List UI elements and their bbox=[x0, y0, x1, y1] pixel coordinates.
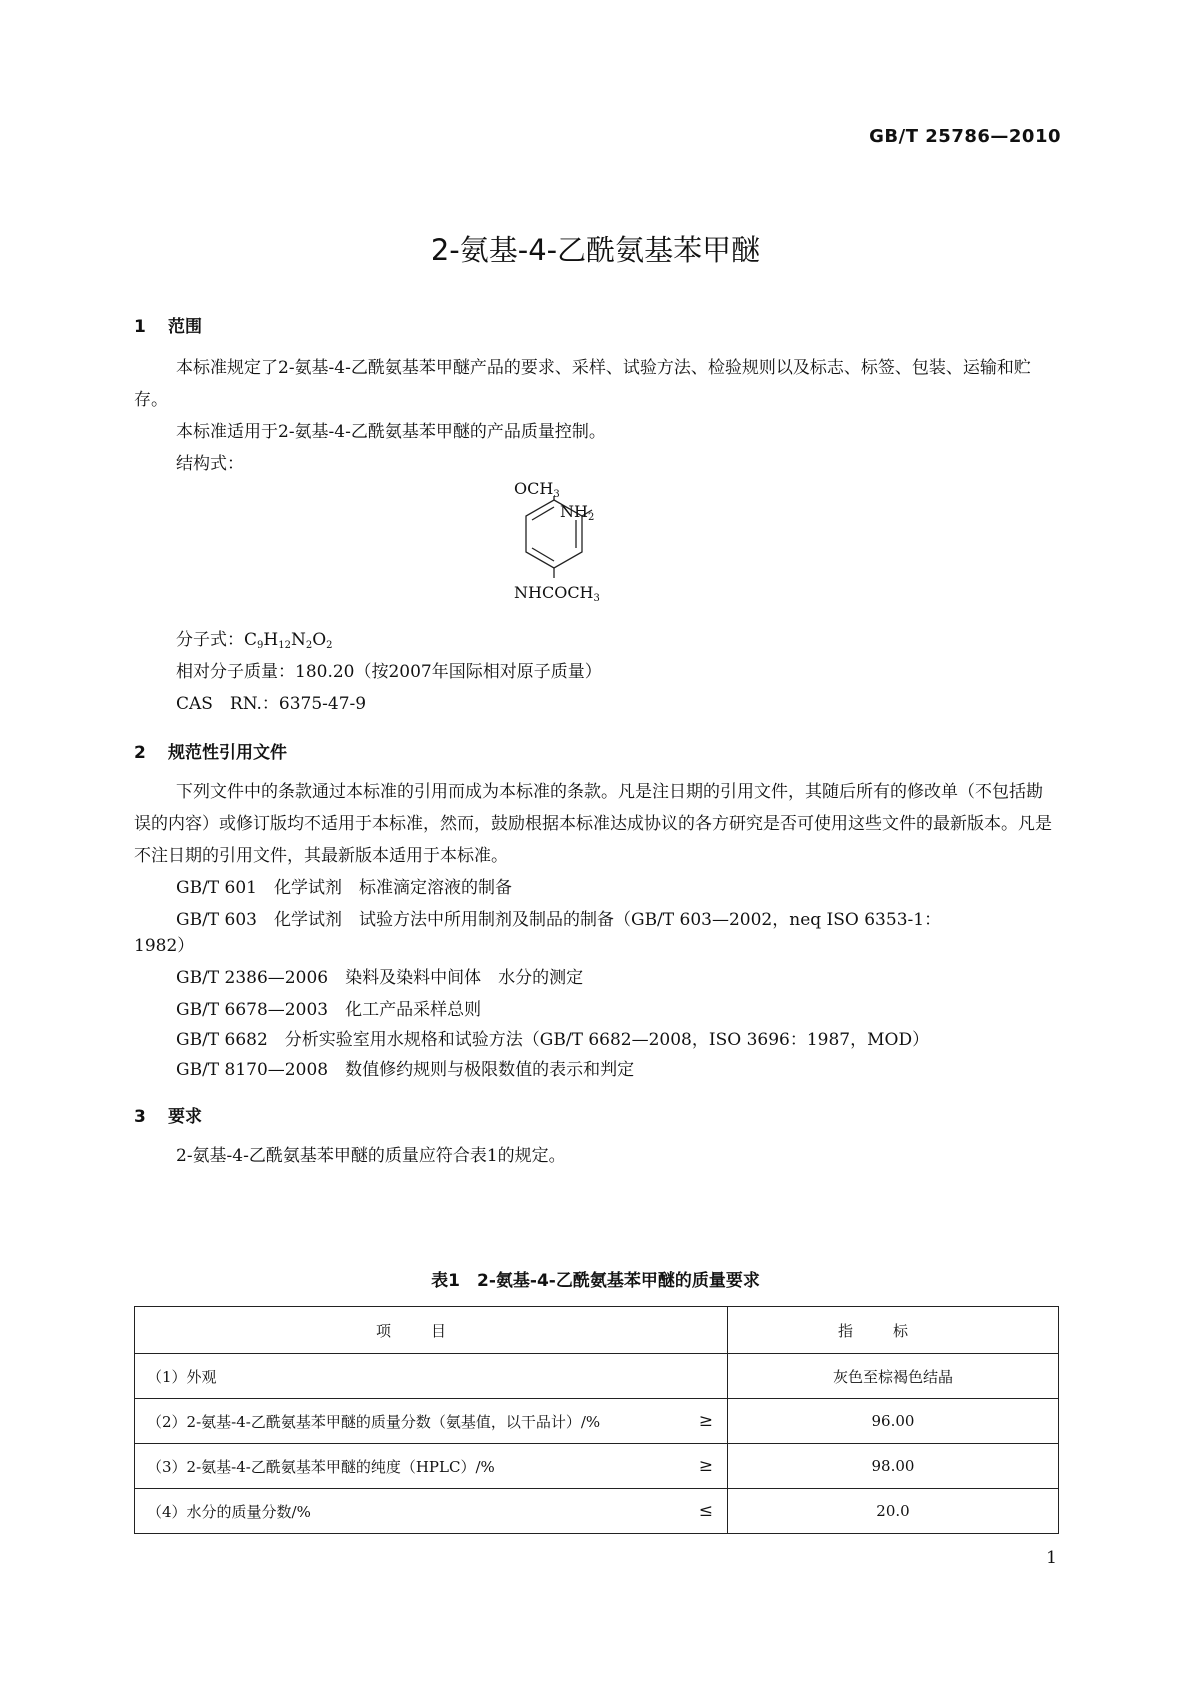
row-item bbox=[135, 1489, 728, 1534]
row-value: 灰色至棕褐色结晶 bbox=[728, 1354, 1059, 1399]
molecular-mass: 相对分子质量：180.20（按2007年国际相对原子质量） bbox=[176, 662, 602, 682]
row-item bbox=[135, 1444, 728, 1489]
item-text: （2）2-氨基-4-乙酰氨基苯甲醚的质量分数（氨基值，以干品计）/% bbox=[147, 1412, 601, 1431]
structure-label: 结构式： bbox=[176, 454, 244, 474]
reference-item: GB/T 8170—2008 数值修约规则与极限数值的表示和判定 bbox=[176, 1060, 635, 1080]
reference-item-continued: 1982） bbox=[134, 936, 195, 956]
formula-label: 分子式： bbox=[176, 630, 244, 650]
scope-paragraph-2: 本标准适用于2-氨基-4-乙酰氨基苯甲醚的产品质量控制。 bbox=[176, 422, 606, 442]
item-text: （3）2-氨基-4-乙酰氨基苯甲醚的纯度（HPLC）/% bbox=[147, 1457, 495, 1476]
formula-c: C bbox=[244, 630, 258, 650]
header-index: 指标 bbox=[728, 1307, 1059, 1354]
table-row bbox=[135, 1399, 1059, 1444]
row-value: 96.00 bbox=[728, 1399, 1059, 1444]
row-value: 98.00 bbox=[728, 1444, 1059, 1489]
comparison-symbol: ≥ bbox=[698, 1411, 713, 1431]
table-row bbox=[135, 1444, 1059, 1489]
structural-formula bbox=[480, 470, 680, 620]
comparison-symbol: ≥ bbox=[698, 1456, 713, 1476]
cas-number: CAS RN.：6375-47-9 bbox=[176, 694, 367, 714]
formula-o-sub: 2 bbox=[326, 640, 333, 651]
header-item: 项目 bbox=[135, 1307, 728, 1354]
section-number: 1 bbox=[134, 317, 146, 337]
methoxy-group: OCH3 bbox=[514, 479, 560, 500]
page-number: 1 bbox=[1046, 1548, 1057, 1568]
reference-item: GB/T 6678—2003 化工产品采样总则 bbox=[176, 1000, 482, 1020]
quality-requirements-table bbox=[134, 1306, 1059, 1534]
section-3-heading bbox=[134, 1102, 202, 1127]
table-row bbox=[135, 1354, 1059, 1399]
amino-group: NH2 bbox=[560, 502, 595, 523]
formula-n-sub: 2 bbox=[305, 640, 313, 651]
table-header-row bbox=[135, 1307, 1059, 1354]
formula-n: N bbox=[290, 630, 306, 650]
scope-paragraph-1: 本标准规定了2-氨基-4-乙酰氨基苯甲醚产品的要求、采样、试验方法、检验规则以及标志、标签、包装、运输和贮存。 bbox=[134, 358, 1031, 410]
section-title: 规范性引用文件 bbox=[168, 743, 287, 763]
formula-h: H bbox=[263, 630, 279, 650]
section-1-heading bbox=[134, 312, 202, 337]
section-title: 范围 bbox=[168, 317, 202, 337]
row-item bbox=[135, 1399, 728, 1444]
table-row bbox=[135, 1489, 1059, 1534]
row-value: 20.0 bbox=[728, 1489, 1059, 1534]
item-text: （4）水分的质量分数/% bbox=[147, 1502, 311, 1521]
formula-o: O bbox=[312, 630, 327, 650]
section-2-heading bbox=[134, 738, 287, 763]
reference-item: GB/T 2386—2006 染料及染料中间体 水分的测定 bbox=[176, 968, 584, 988]
section-title: 要求 bbox=[168, 1107, 202, 1127]
reference-item: GB/T 601 化学试剂 标准滴定溶液的制备 bbox=[176, 878, 512, 898]
reference-item: GB/T 6682 分析实验室用水规格和试验方法（GB/T 6682—2008，ISO 3696：1987，MOD） bbox=[176, 1030, 930, 1050]
item-text: （1）外观 bbox=[147, 1367, 217, 1386]
formula-h-sub: 12 bbox=[278, 640, 291, 651]
reference-item: GB/T 603 化学试剂 试验方法中所用制剂及制品的制备（GB/T 603—2002，neq ISO 6353-1： bbox=[176, 910, 942, 930]
formula-c-sub: 9 bbox=[257, 640, 264, 651]
comparison-symbol: ≤ bbox=[698, 1501, 713, 1521]
document-title: 2-氨基-4-乙酰氨基苯甲醚 bbox=[430, 233, 761, 267]
section-number: 3 bbox=[134, 1107, 146, 1127]
requirements-intro: 2-氨基-4-乙酰氨基苯甲醚的质量应符合表1的规定。 bbox=[176, 1146, 566, 1166]
section-number: 2 bbox=[134, 743, 146, 763]
acetamido-group: NHCOCH3 bbox=[514, 583, 600, 604]
standard-code: GB/T 25786—2010 bbox=[869, 126, 1061, 147]
table-caption: 表1 2-氨基-4-乙酰氨基苯甲醚的质量要求 bbox=[431, 1271, 760, 1291]
references-intro: 下列文件中的条款通过本标准的引用而成为本标准的条款。凡是注日期的引用文件，其随后所有的修改单（不包括勘误的内容）或修订版均不适用于本标准，然而，鼓励根据本标准达成协议的各方研究是否可使用这些文件的最新版本。凡是不注日期的引用文件，其最新版本适用于本标准。 bbox=[134, 782, 1052, 866]
row-item bbox=[135, 1354, 728, 1399]
